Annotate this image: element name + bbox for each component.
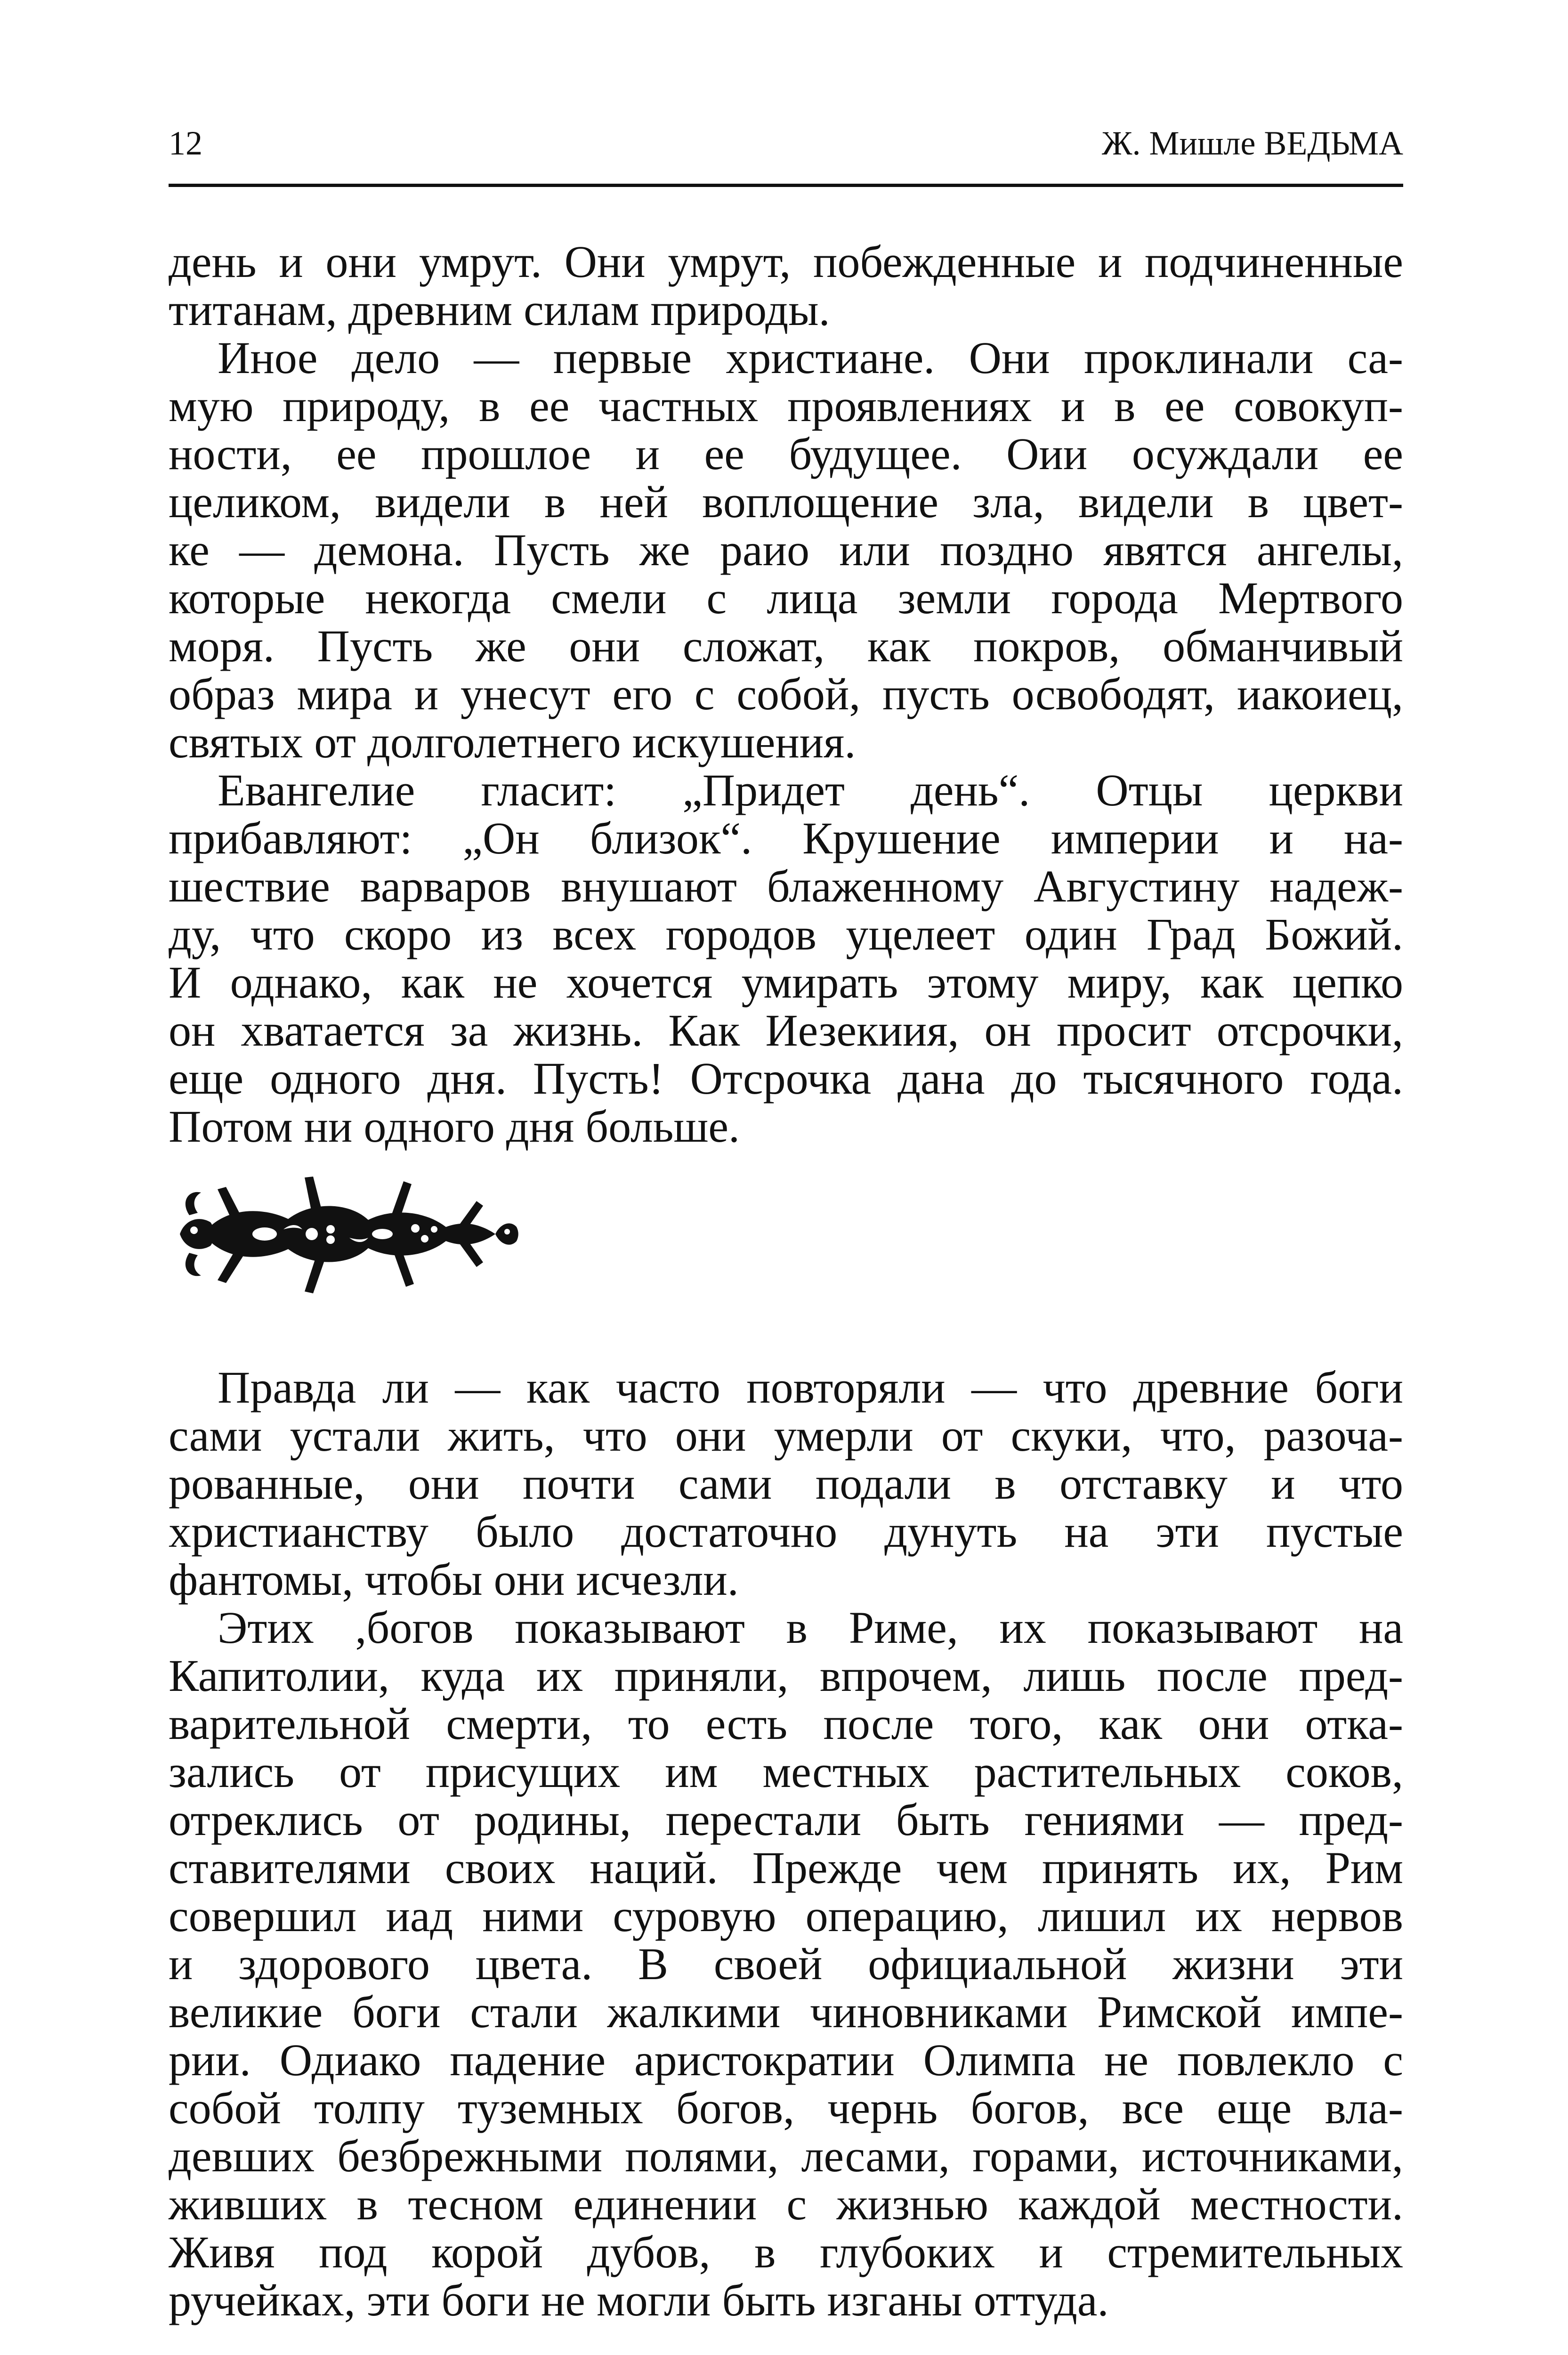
text-line: целиком, видели в ней воплощение зла, видели в цвет- xyxy=(169,477,1403,527)
text-line: варительной смерти, то есть после того, как они отка- xyxy=(169,1698,1403,1749)
text-line: образ мира и унесут его с собой, пусть освободят, иакоиец, xyxy=(169,669,1403,719)
running-title: Ж. Мишле ВЕДЬМА xyxy=(1102,124,1403,162)
text-line: которые некогда смели с лица земли города Мертвого xyxy=(169,573,1403,623)
text-line: сами устали жить, что они умерли от скуки, что, разоча- xyxy=(169,1410,1403,1461)
text-line: Капитолии, куда их приняли, впрочем, лишь после пред- xyxy=(169,1650,1403,1701)
text-line: Правда ли — как часто повторяли — что древние боги xyxy=(218,1362,1403,1413)
text-line: титанам, древним силам природы. xyxy=(169,284,830,335)
running-header xyxy=(169,126,1403,160)
header-rule xyxy=(169,184,1403,187)
text-line: и здорового цвета. В своей официальной жизни эти xyxy=(169,1939,1403,1989)
text-line: шествие варваров внушают блаженному Августину надеж- xyxy=(169,861,1403,911)
text-line: ке — демона. Пусть же раио или поздно явятся ангелы, xyxy=(169,525,1403,575)
text-line: святых от долголетнего искушения. xyxy=(169,717,856,767)
text-line: день и они умрут. Они умрут, побежденные и подчиненные xyxy=(169,236,1403,287)
text-line: он хватается за жизнь. Как Иезекиия, он просит отсрочки, xyxy=(169,1005,1403,1056)
text-line: Живя под корой дубов, в глубоких и стремительных xyxy=(169,2227,1403,2277)
text-line: ности, ее прошлое и ее будущее. Оии осуждали ее xyxy=(169,429,1403,479)
text-line: ставителями своих наций. Прежде чем принять их, Рим xyxy=(169,1843,1403,1893)
text-line: великие боги стали жалкими чиновниками Римской импе- xyxy=(169,1987,1403,2037)
text-line: еще одного дня. Пусть! Отсрочка дана до тысячного года. xyxy=(169,1053,1403,1104)
ornamental-vignette-icon xyxy=(170,1163,519,1305)
page-number: 12 xyxy=(169,124,202,162)
text-line: фантомы, чтобы они исчезли. xyxy=(169,1554,739,1605)
text-line: ручейках, эти боги не могли быть изганы оттуда. xyxy=(169,2275,1109,2325)
text-line: христианству было достаточно дунуть на эти пустые xyxy=(169,1506,1403,1557)
text-line: моря. Пусть же они сложат, как покров, обманчивый xyxy=(169,621,1403,671)
text-line: ду, что скоро из всех городов уцелеет один Град Божий. xyxy=(169,909,1403,959)
text-line: девших безбрежными полями, лесами, горами, источниками, xyxy=(169,2131,1403,2181)
text-line: прибавляют: „Он близок“. Крушение империи и на- xyxy=(169,813,1403,863)
text-line: Этих ,богов показывают в Риме, их показывают на xyxy=(218,1602,1403,1653)
text-line: рии. Одиако падение аристократии Олимпа не повлекло с xyxy=(169,2035,1403,2085)
text-line: И однако, как не хочется умирать этому миру, как цепко xyxy=(169,957,1403,1007)
text-line: зались от присущих им местных растительных соков, xyxy=(169,1746,1403,1797)
text-block-1 xyxy=(169,238,1403,1151)
text-line: Потом ни одного дня больше. xyxy=(169,1101,740,1152)
text-line: рованные, они почти сами подали в отставку и что xyxy=(169,1458,1403,1509)
text-line: Евангелие гласит: „Придет день“. Отцы церкви xyxy=(218,765,1403,815)
text-line: мую природу, в ее частных проявлениях и в ее совокуп- xyxy=(169,381,1403,431)
text-block-2 xyxy=(169,1364,1403,2324)
text-line: собой толпу туземных богов, чернь богов, все еще вла- xyxy=(169,2083,1403,2133)
text-line: отреклись от родины, перестали быть гениями — пред- xyxy=(169,1795,1403,1845)
text-line: живших в тесном единении с жизнью каждой местности. xyxy=(169,2179,1403,2229)
text-line: Иное дело — первые христиане. Они проклинали са- xyxy=(218,333,1403,383)
text-line: совершил иад ними суровую операцию, лишил их нервов xyxy=(169,1891,1403,1941)
